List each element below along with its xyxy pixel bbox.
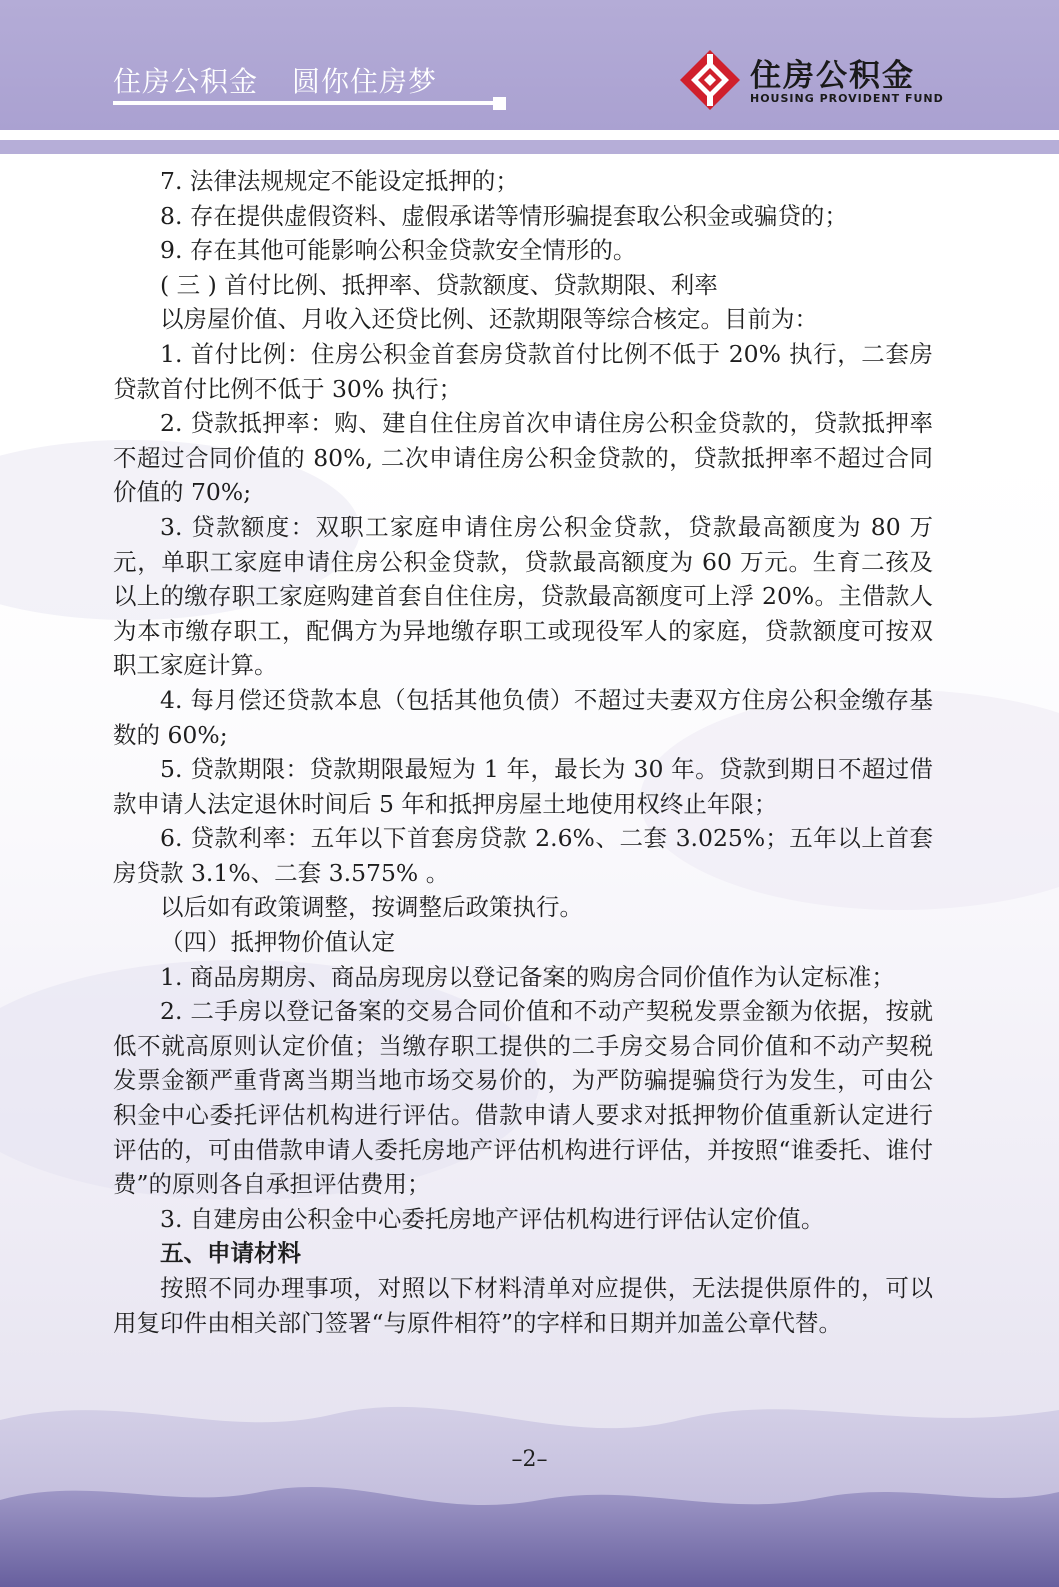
paragraph: 9. 存在其他可能影响公积金贷款安全情形的。 (160, 236, 637, 265)
header-bar (0, 0, 1059, 130)
paragraph: 1. 商品房期房、商品房现房以登记备案的购房合同价值作为认定标准； (160, 962, 895, 991)
page-number: –2– (511, 1447, 548, 1472)
header-slogan (113, 60, 437, 100)
paragraph: 按照不同办理事项，对照以下材料清单对应提供，无法提供原件的，可以用复印件由相关部门签署“与原件相符”的字样和日期并加盖公章代替。 (113, 1274, 933, 1337)
slogan-left: 住房公积金 (113, 65, 259, 98)
logo-english-name: HOUSING PROVIDENT FUND (750, 92, 944, 105)
slogan-right: 圆你住房梦 (292, 65, 438, 98)
header-divider-band (0, 140, 1059, 154)
chapter-heading: 五、申请材料 (160, 1239, 301, 1268)
section-heading: （四）抵押物价值认定 (160, 928, 395, 957)
paragraph: 3. 自建房由公积金中心委托房地产评估机构进行评估认定价值。 (160, 1204, 825, 1233)
paragraph: 7. 法律法规规定不能设定抵押的； (160, 167, 519, 195)
paragraph: 2. 二手房以登记备案的交易合同价值和不动产契税发票金额为依据，按就低不就高原则认定价值；当缴存职工提供的二手房交易合同价值和不动产契税发票金额严重背离当期当地市场交易价的，为严防骗提骗贷行为发生，可由公积金中心委托评估机构进行评估。借款申请人要求对抵押物价值重新认定进行评估的，可由借款申请人委托房地产评估机构进行评估，并按照“谁委托、谁付费”的原则各自承担评估费用； (113, 997, 933, 1199)
document-body (113, 164, 933, 1340)
paragraph: 4. 每月偿还贷款本息（包括其他负债）不超过夫妻双方住房公积金缴存基数的 60%; (113, 685, 933, 749)
section-heading: ( 三 ) 首付比例、抵押率、贷款额度、贷款期限、利率 (160, 270, 718, 299)
paragraph: 6. 贷款利率：五年以下首套房贷款 2.6%、二套 3.025%；五年以上首套房贷款 3.1%、二套 3.575% 。 (113, 824, 933, 887)
paragraph: 1. 首付比例：住房公积金首套房贷款首付比例不低于 20% 执行，二套房贷款首付比例不低于 30% 执行； (113, 339, 933, 403)
paragraph: 以后如有政策调整，按调整后政策执行。 (160, 893, 583, 922)
paragraph: 8. 存在提供虚假资料、虚假承诺等情形骗提套取公积金或骗贷的； (160, 201, 848, 230)
paragraph: 5. 贷款期限：贷款期限最短为 1 年，最长为 30 年。贷款到期日不超过借款申请人法定退休时间后 5 年和抵押房屋土地使用权终止年限； (113, 755, 933, 818)
paragraph: 3. 贷款额度：双职工家庭申请住房公积金贷款，贷款最高额度为 80 万元，单职工家庭申请住房公积金贷款，贷款最高额度为 60 万元。生育二孩及以上的缴存职工家庭购建首套自住住房，贷款最高额度可上浮 20%。主借款人为本市缴存职工，配偶方为异地缴存职工或现役军人的家庭，贷款额度可按双职工家庭计算。 (113, 512, 933, 680)
housing-fund-diamond-logo-icon (678, 48, 742, 112)
logo-name: 住房公积金 (750, 58, 915, 94)
housing-fund-logo (678, 48, 944, 112)
slogan-underline-end (493, 97, 506, 110)
slogan-underline (113, 101, 493, 105)
paragraph: 以房屋价值、月收入还贷比例、还款期限等综合核定。目前为： (160, 305, 818, 334)
paragraph: 2. 贷款抵押率：购、建自住住房首次申请住房公积金贷款的，贷款抵押率不超过合同价值的 80%, 二次申请住房公积金贷款的，贷款抵押率不超过合同价值的 70%; (113, 409, 933, 507)
